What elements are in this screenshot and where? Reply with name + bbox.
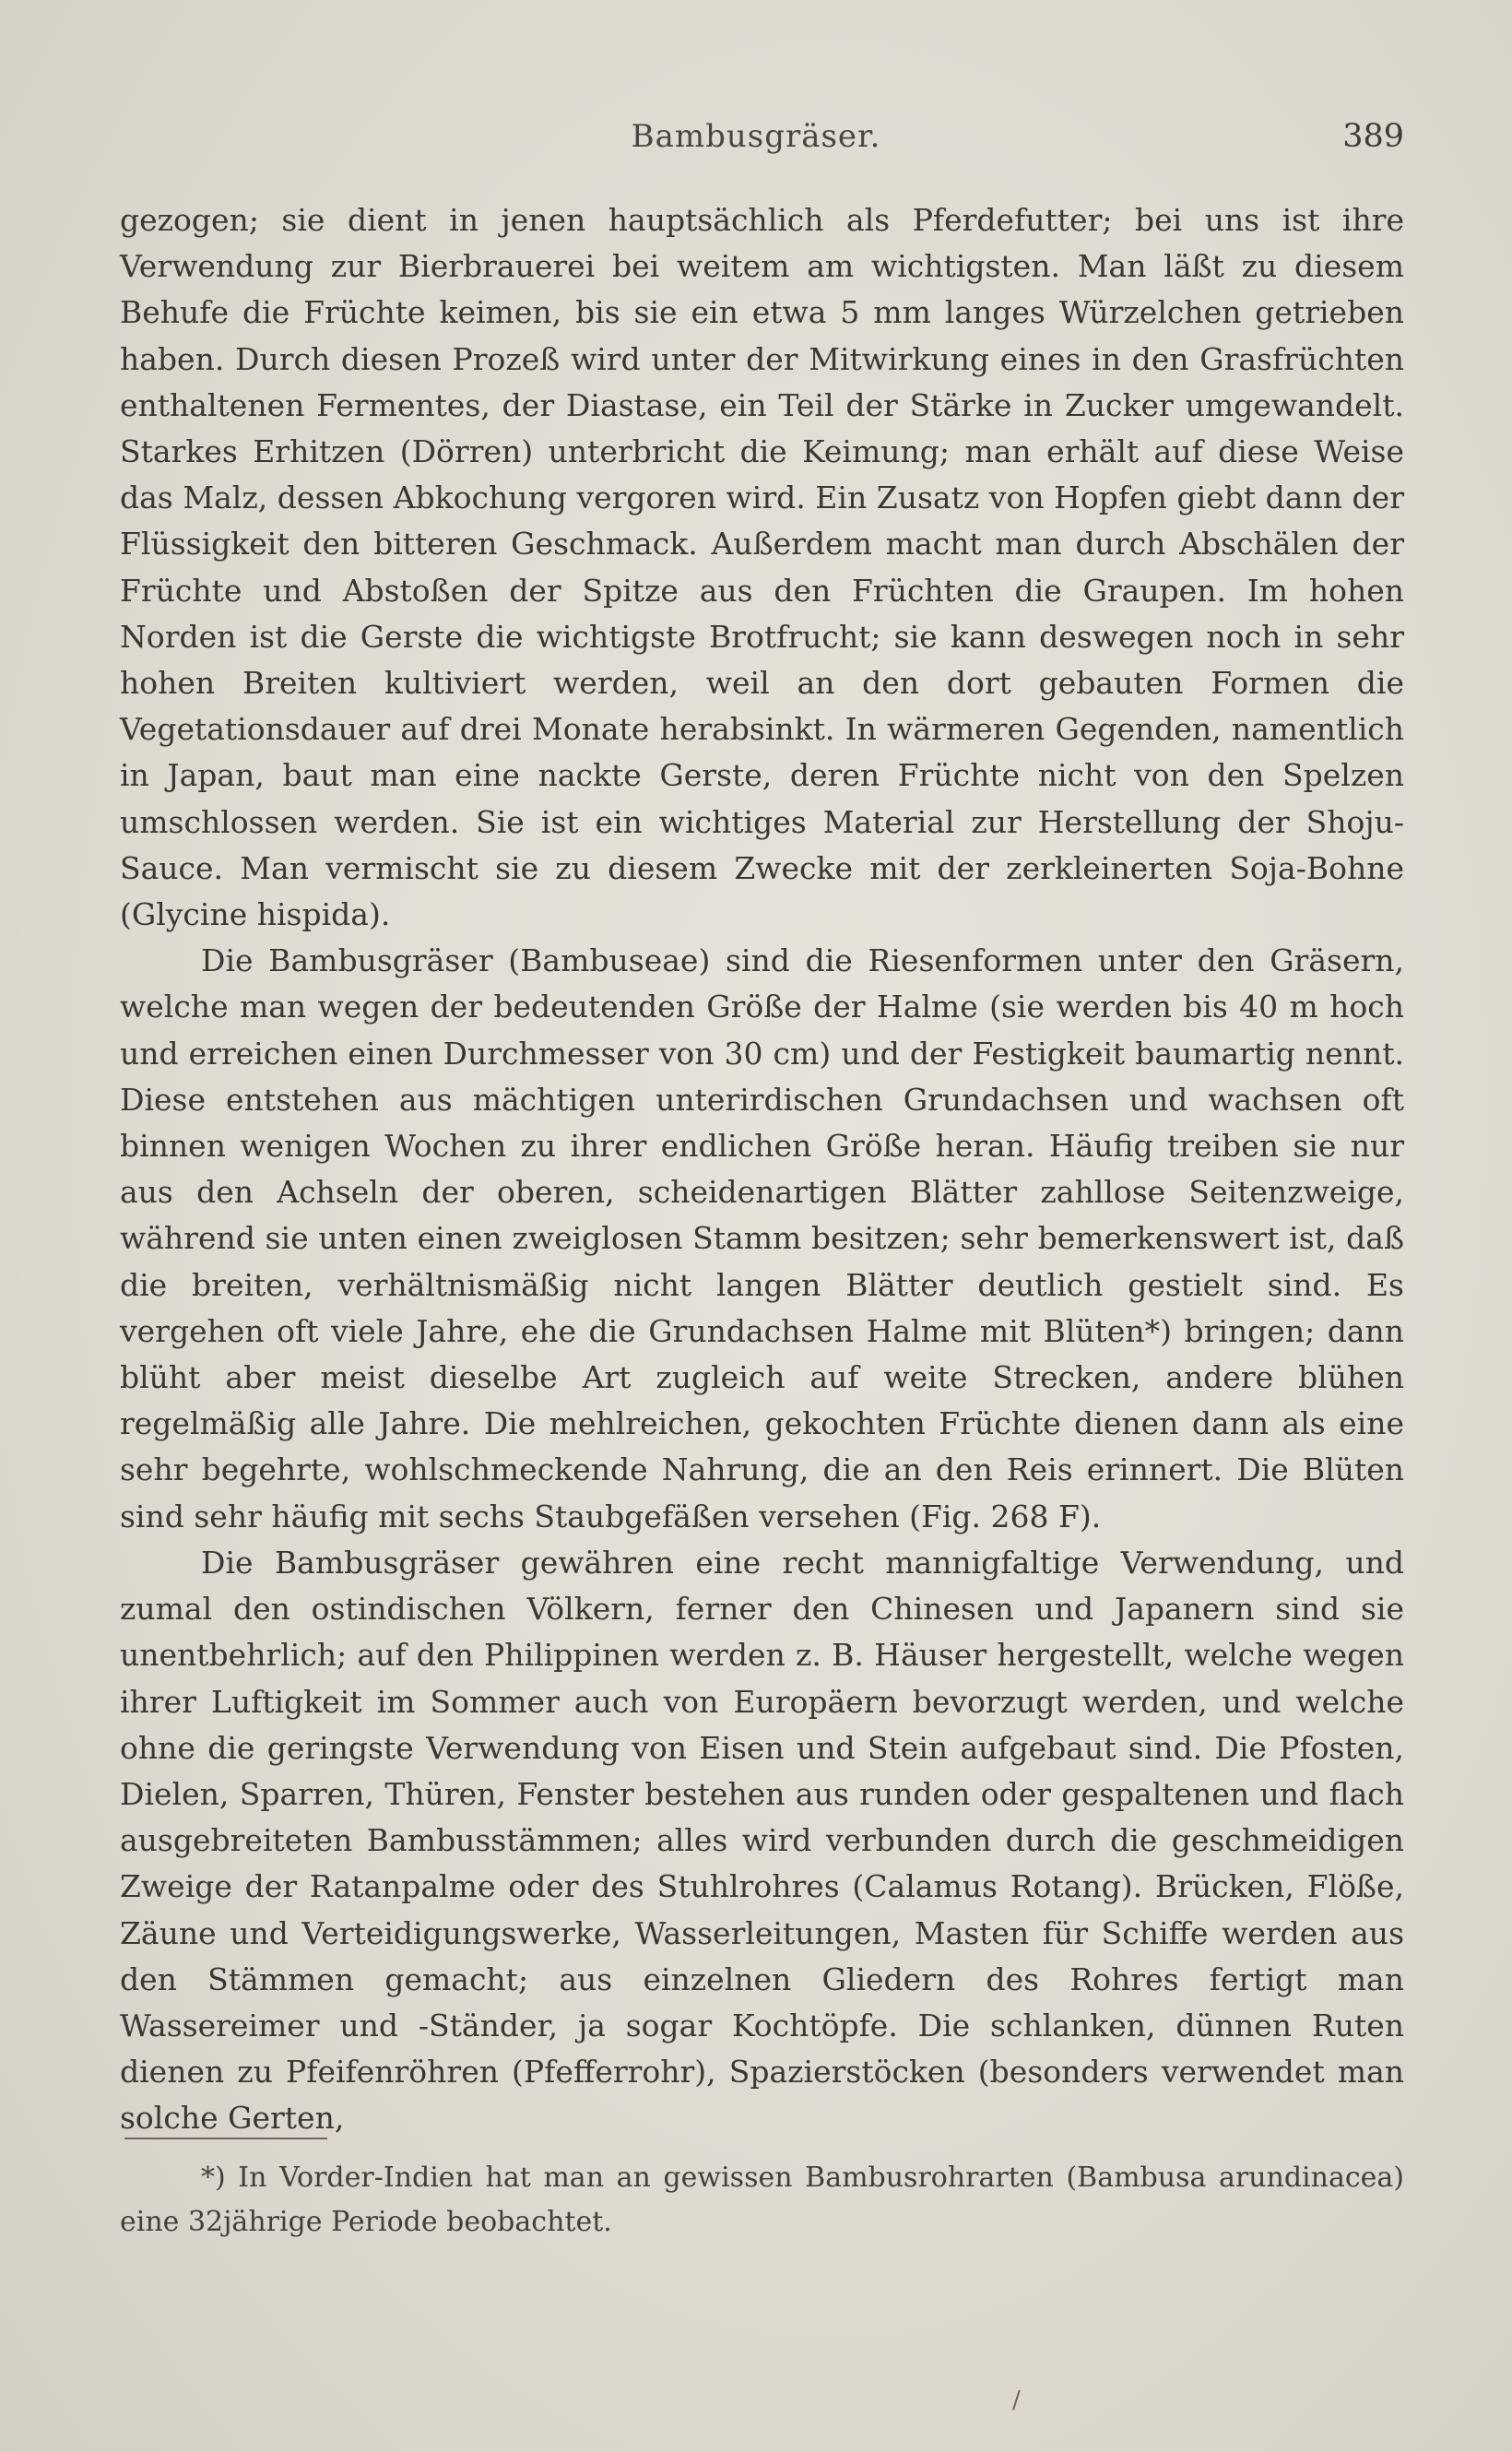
footnote: *) In Vorder-Indien hat man an gewissen Bambusrohrarten (Bambusa arundinacea) eine 32jährige Periode beobachtet. [120, 2162, 1404, 2238]
stray-mark: / [1012, 2387, 1021, 2414]
footnote-divider [124, 2138, 327, 2139]
page-number: 389 [1342, 118, 1404, 155]
main-text [120, 197, 1404, 2142]
paragraph-continuation: gezogen; sie dient in jenen hauptsächlich als Pferdefutter; bei uns ist ihre Verwendung zur Bierbrauerei bei weitem am wichtigsten. Man läßt zu diesem Behufe die Früchte keimen, bis sie ein etwa 5 mm langes Würzelchen getrieben haben. Durch diesen Prozeß wird unter der Mitwirkung eines in den Grasfrüchten enthaltenen Fermentes, der Diastase, ein Teil der Stärke in Zucker umgewandelt. Starkes Erhitzen (Dörren) unterbricht die Keimung; man erhält auf diese Weise das Malz, dessen Abkochung vergoren wird. Ein Zusatz von Hopfen giebt dann der Flüssigkeit den bitteren Geschmack. Außerdem macht man durch Abschälen der Früchte und Abstoßen der Spitze aus den Früchten die Graupen. Im hohen Norden ist die Gerste die wichtigste Brotfrucht; sie kann deswegen noch in sehr hohen Breiten kultiviert werden, weil an den dort gebauten Formen die Vegetationsdauer auf drei Monate herabsinkt. In wärmeren Gegenden, namentlich in Japan, baut man eine nackte Gerste, deren Früchte nicht von den Spelzen umschlossen werden. Sie ist ein wichtiges Material zur Herstellung der Shoju-Sauce. Man vermischt sie zu diesem Zwecke mit der zerkleinerten Soja-Bohne (Glycine hispida). [120, 202, 1404, 933]
running-title: Bambusgräser. [631, 118, 881, 155]
paragraph-verwendung: Die Bambusgräser gewähren eine recht mannigfaltige Verwendung, und zumal den ostindischen Völkern, ferner den Chinesen und Japanern sind sie unentbehrlich; auf den Philippinen werden z. B. Häuser hergestellt, welche wegen ihrer Luftigkeit im Sommer auch von Europäern bevorzugt werden, und welche ohne die geringste Verwendung von Eisen und Stein aufgebaut sind. Die Pfosten, Dielen, Sparren, Thüren, Fenster bestehen aus runden oder gespaltenen und flach ausgebreiteten Bambusstämmen; alles wird verbunden durch die geschmeidigen Zweige der Ratanpalme oder des Stuhlrohres (Calamus Rotang). Brücken, Flöße, Zäune und Verteidigungswerke, Wasserleitungen, Masten für Schiffe werden aus den Stämmen gemacht; aus einzelnen Gliedern des Rohres fertigt man Wassereimer und -Ständer, ja sogar Kochtöpfe. Die schlanken, dünnen Ruten dienen zu Pfeifenröhren (Pfefferrohr), Spazierstöcken (besonders verwendet man solche Gerten, [120, 1544, 1404, 2137]
paragraph-bambusgraeser: Die Bambusgräser (Bambuseae) sind die Riesenformen unter den Gräsern, welche man wegen der bedeutenden Größe der Halme (sie werden bis 40 m hoch und erreichen einen Durchmesser von 30 cm) und der Festigkeit baumartig nennt. Diese entstehen aus mächtigen unterirdischen Grundachsen und wachsen oft binnen wenigen Wochen zu ihrer endlichen Größe heran. Häufig treiben sie nur aus den Achseln der oberen, scheidenartigen Blätter zahllose Seitenzweige, während sie unten einen zweiglosen Stamm besitzen; sehr bemerkenswert ist, daß die breiten, verhältnismäßig nicht langen Blätter deutlich gestielt sind. Es vergehen oft viele Jahre, ehe die Grundachsen Halme mit Blüten*) bringen; dann blüht aber meist dieselbe Art zugleich auf weite Strecken, andere blühen regelmäßig alle Jahre. Die mehlreichen, gekochten Früchte dienen dann als eine sehr begehrte, wohlschmeckende Nahrung, die an den Reis erinnert. Die Blüten sind sehr häufig mit sechs Staubgefäßen versehen (Fig. 268 F). [120, 942, 1404, 1534]
